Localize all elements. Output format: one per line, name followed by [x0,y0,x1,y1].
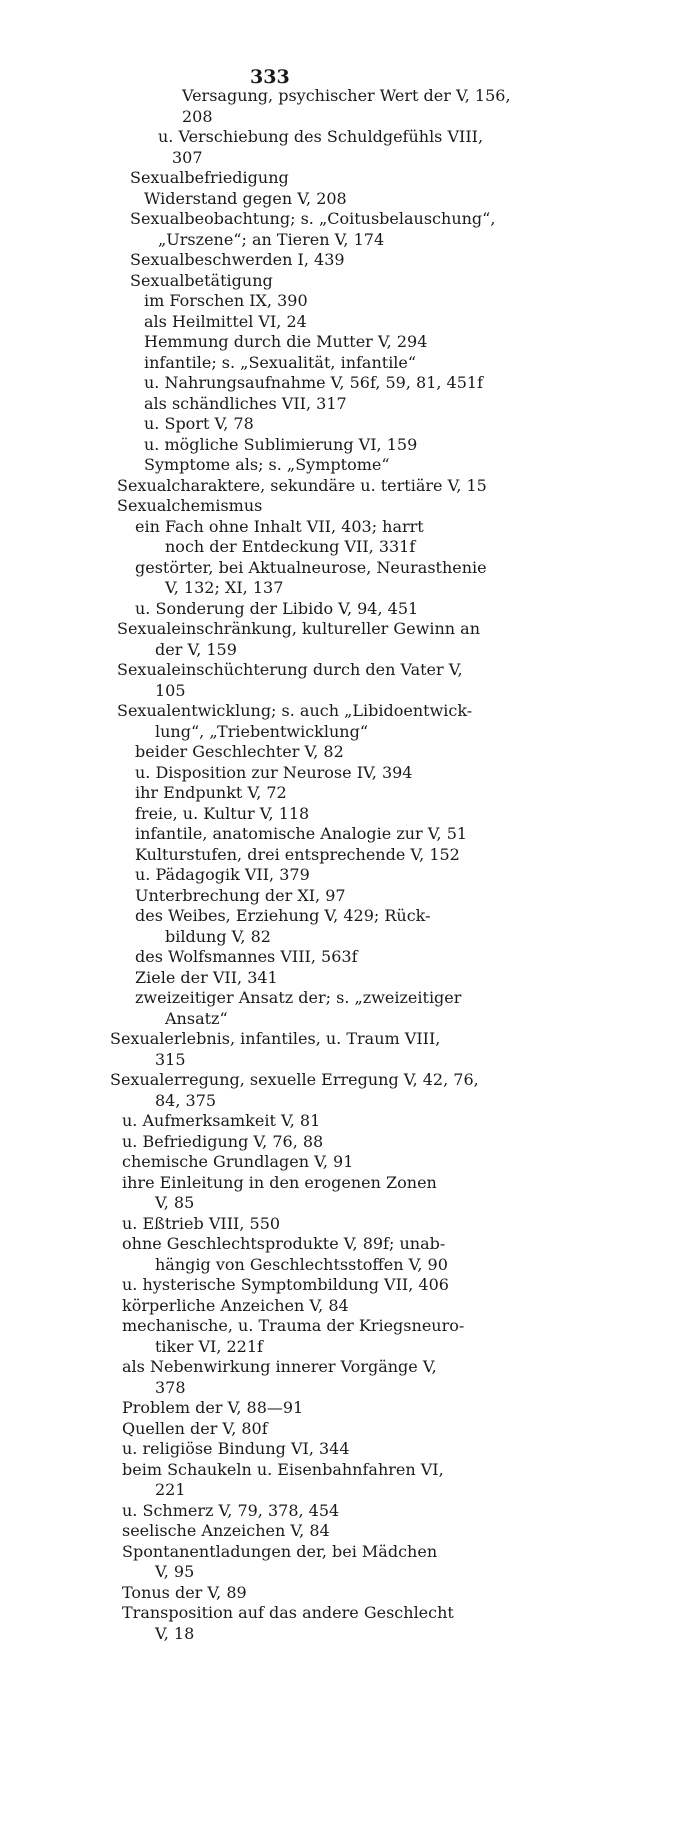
index-line: ein Fach ohne Inhalt VII, 403; harrt [135,516,424,536]
index-line: Sexualcharaktere, sekundäre u. tertiäre V, 15 [117,475,487,495]
index-line: Sexualentwicklung; s. auch „Libidoentwick- [117,701,473,720]
index-line: Hemmung durch die Mutter V, 294 [144,332,428,351]
index-line: des Wolfsmannes VIII, 563f [135,947,358,966]
index-line: Unterbrechung der XI, 97 [135,885,346,905]
index-line: gestörter, bei Aktualneurose, Neurasthenie [135,557,487,577]
index-line: ihre Einleitung in den erogenen Zonen [122,1172,437,1192]
index-line: 307 [172,147,203,167]
index-line: Ziele der VII, 341 [135,967,278,987]
index-line: u. hysterische Symptombildung VII, 406 [122,1275,449,1294]
index-line: zweizeitiger Ansatz der; s. „zweizeitiger [135,988,462,1007]
page-number: 333 [250,66,290,88]
index-line: Sexualeinschränkung, kultureller Gewinn an [117,619,480,638]
index-line: mechanische, u. Trauma der Kriegsneuro- [122,1316,465,1335]
index-line: seelische Anzeichen V, 84 [122,1521,330,1540]
index-line: ohne Geschlechtsprodukte V, 89f; unab- [122,1234,446,1253]
index-line: Quellen der V, 80f [122,1418,268,1438]
index-line: u. Befriedigung V, 76, 88 [122,1131,324,1151]
index-line: 378 [155,1377,186,1397]
index-line: V, 85 [155,1193,195,1212]
index-line: chemische Grundlagen V, 91 [122,1152,354,1171]
index-line: Widerstand gegen V, 208 [144,188,347,208]
index-line: Kulturstufen, drei entsprechende V, 152 [135,844,460,864]
index-line: Sexualbeobachtung; s. „Coitusbelauschung“, [130,209,496,228]
index-line: bildung V, 82 [165,926,271,946]
index-line: als schändliches VII, 317 [144,393,347,413]
index-line: ihr Endpunkt V, 72 [135,783,287,802]
index-line: Transposition auf das andere Geschlecht [122,1603,454,1622]
index-line: infantile; s. „Sexualität, infantile“ [144,352,417,372]
index-line: 208 [182,106,213,126]
index-line: Sexualeinschüchterung durch den Vater V, [117,660,463,679]
index-line: tiker VI, 221f [155,1336,263,1356]
index-line: körperliche Anzeichen V, 84 [122,1295,349,1315]
index-line: u. Sport V, 78 [144,414,254,433]
index-line: „Urszene“; an Tieren V, 174 [158,229,385,249]
index-line: als Heilmittel VI, 24 [144,311,307,331]
index-line: 84, 375 [155,1090,217,1110]
index-line: beider Geschlechter V, 82 [135,742,344,761]
index-line: im Forschen IX, 390 [144,291,308,310]
index-line: Sexualbeschwerden I, 439 [130,250,345,269]
index-line: u. Nahrungsaufnahme V, 56f, 59, 81, 451f [144,373,484,392]
index-line: Spontanentladungen der, bei Mädchen [122,1541,438,1561]
index-line: u. Pädagogik VII, 379 [135,865,310,884]
index-line: freie, u. Kultur V, 118 [135,803,310,823]
index-line: Sexualerlebnis, infantiles, u. Traum VIII, [110,1029,441,1048]
index-line: Sexualchemismus [117,496,263,515]
index-line: u. religiöse Bindung VI, 344 [122,1439,350,1458]
index-line: hängig von Geschlechtsstoffen V, 90 [155,1254,448,1274]
index-line: Symptome als; s. „Symptome“ [144,455,390,474]
index-line: als Nebenwirkung innerer Vorgänge V, [122,1357,437,1376]
index-line: 315 [155,1049,186,1069]
index-line: Tonus der V, 89 [122,1582,247,1602]
index-line: lung“, „Triebentwicklung“ [155,721,369,741]
index-line: u. Disposition zur Neurose IV, 394 [135,762,413,782]
index-line: V, 95 [155,1562,195,1581]
index-line: noch der Entdeckung VII, 331f [165,537,416,556]
index-line: u. Aufmerksamkeit V, 81 [122,1111,321,1130]
index-line: u. Verschiebung des Schuldgefühls VIII, [158,127,484,146]
index-line: des Weibes, Erziehung V, 429; Rück- [135,906,431,925]
index-line: Sexualbetätigung [130,270,273,290]
index-entries [0,86,697,1644]
index-line: der V, 159 [155,639,237,659]
index-line: Versagung, psychischer Wert der V, 156, [182,86,511,105]
index-line: V, 18 [155,1623,195,1643]
index-line: u. mögliche Sublimierung VI, 159 [144,434,418,454]
index-line: u. Sonderung der Libido V, 94, 451 [135,598,419,618]
index-line: 221 [155,1480,186,1499]
index-line: infantile, anatomische Analogie zur V, 51 [135,824,468,843]
index-line: Problem der V, 88—91 [122,1398,304,1417]
index-line: Sexualbefriedigung [130,168,289,187]
index-line: Sexualerregung, sexuelle Erregung V, 42, 76, [110,1070,479,1089]
index-line: Ansatz“ [165,1008,228,1028]
index-line: u. Eßtrieb VIII, 550 [122,1213,281,1233]
index-line: u. Schmerz V, 79, 378, 454 [122,1500,340,1520]
index-line: beim Schaukeln u. Eisenbahnfahren VI, [122,1459,444,1479]
index-line: 105 [155,680,186,700]
index-line: V, 132; XI, 137 [165,578,284,597]
